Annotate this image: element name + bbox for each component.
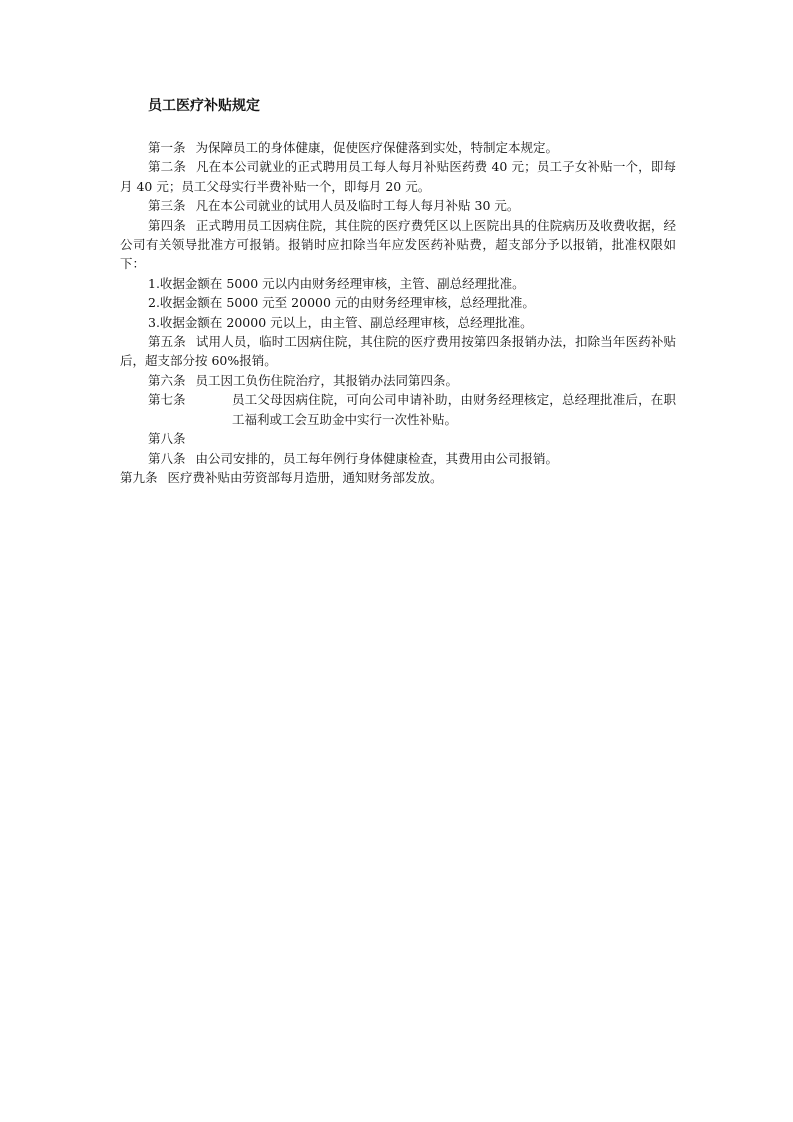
article-text: 为保障员工的身体健康，促使医疗保健落到实处，特制定本规定。	[195, 140, 559, 155]
article-8	[120, 449, 676, 468]
article-4	[120, 216, 676, 274]
document-body	[120, 138, 676, 487]
approval-item-3: 3.收据金额在 20000 元以上，由主管、副总经理审核，总经理批准。	[148, 314, 533, 330]
article-2	[120, 157, 676, 196]
article-3	[120, 196, 676, 215]
article-8-empty	[120, 429, 676, 448]
article-text: 医疗费补贴由劳资部每月造册，通知财务部发放。	[167, 469, 443, 485]
article-label: 第八条	[148, 450, 186, 466]
article-text: 员工因工负伤住院治疗，其报销办法同第四条。	[195, 372, 459, 388]
article-label: 第七条	[148, 392, 186, 408]
document-title: 员工医疗补贴规定	[148, 98, 260, 114]
article-label: 第五条	[148, 334, 186, 350]
article-label: 第一条	[148, 140, 186, 155]
approval-item-2: 2.收据金额在 5000 元至 20000 元的由财务经理审核，总经理批准。	[148, 295, 535, 311]
article-text: 试用人员，临时工因病住院，其住院的医疗费用按第四条报销办法，扣除当年医药补贴后，超支部分按 60%报销。	[120, 334, 676, 369]
article-6	[120, 371, 676, 390]
article-text: 凡在本公司就业的试用人员及临时工每人每月补贴 30 元。	[195, 198, 520, 214]
article-text: 正式聘用员工因病住院，其住院的医疗费凭区以上医院出具的住院病历及收费收据，经公司有关领导批准方可报销。报销时应扣除当年应发医药补贴费，超支部分予以报销，批准权限如下：	[120, 217, 676, 272]
article-5	[120, 332, 676, 371]
article-label: 第四条	[148, 217, 186, 233]
approval-item-1: 1.收据金额在 5000 元以内由财务经理审核，主管、副总经理批准。	[148, 275, 525, 291]
article-9	[120, 468, 676, 487]
article-label: 第六条	[148, 372, 186, 388]
article-text: 凡在本公司就业的正式聘用员工每人每月补贴医药费 40 元；员工子女补贴一个，即每月 40 元；员工父母实行半费补贴一个，即每月 20 元。	[120, 159, 676, 194]
article-text: 由公司安排的，员工每年例行身体健康检查，其费用由公司报销。	[195, 450, 559, 466]
article-label: 第三条	[148, 198, 186, 214]
article-1	[120, 138, 676, 157]
article-label: 第二条	[148, 159, 186, 175]
article-text: 员工父母因病住院，可向公司申请补助，由财务经理核定，总经理批准后，在职工福利或工会互助金中实行一次性补贴。	[232, 392, 676, 427]
article-label: 第八条	[148, 431, 186, 447]
article-label: 第九条	[120, 469, 158, 485]
article-7	[120, 390, 676, 429]
